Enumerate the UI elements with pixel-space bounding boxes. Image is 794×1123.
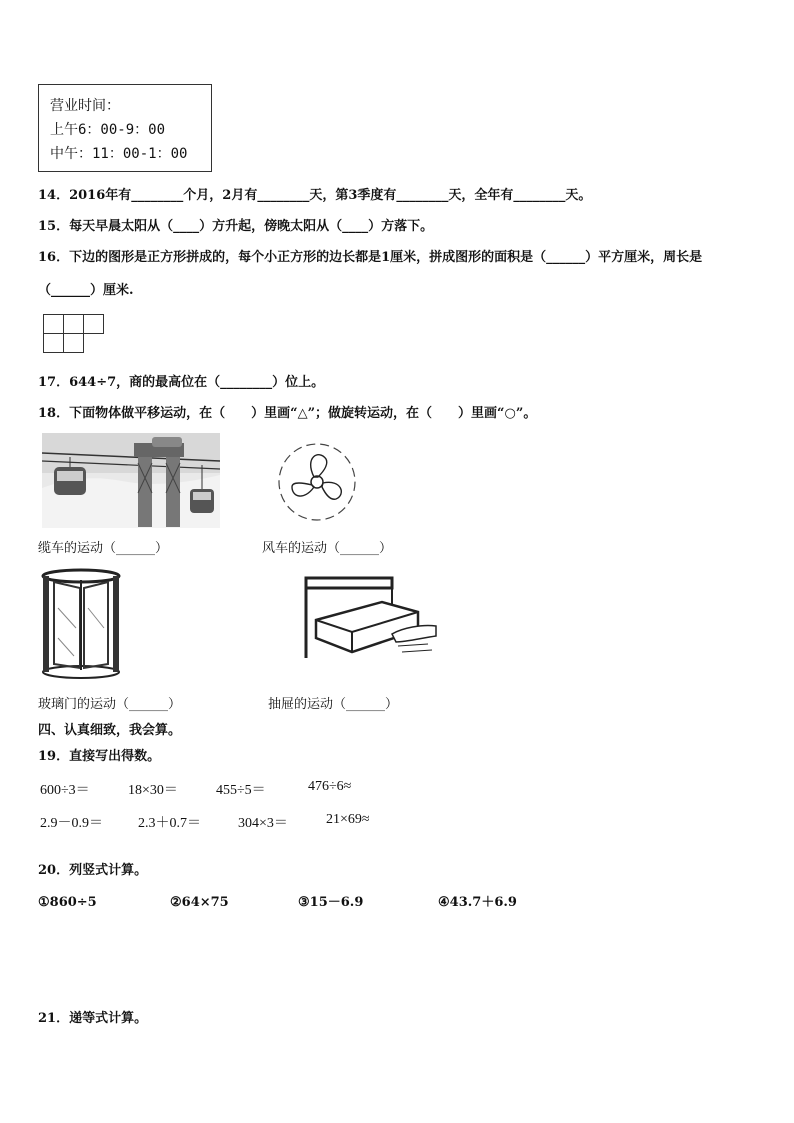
square-figure bbox=[43, 314, 107, 356]
vertical-calc-item: ④43.7＋6.9 bbox=[438, 895, 517, 910]
question-20-title: 20．列竖式计算。 bbox=[38, 863, 148, 878]
caption-glass-door: 玻璃门的运动（______） bbox=[38, 697, 182, 712]
caption-windmill: 风车的运动（______） bbox=[262, 541, 393, 556]
calc-item: 2.3＋0.7＝ bbox=[138, 816, 201, 831]
question-15: 15．每天早晨太阳从（____）方升起，傍晚太阳从（____）方落下。 bbox=[38, 219, 434, 234]
calc-item: 304×3＝ bbox=[238, 816, 288, 831]
glass-door-image bbox=[40, 568, 122, 680]
question-21-title: 21．递等式计算。 bbox=[38, 1011, 148, 1026]
unit-square bbox=[43, 333, 64, 353]
unit-square bbox=[83, 314, 104, 334]
hours-title: 营业时间： bbox=[50, 98, 120, 114]
section-4-heading: 四、认真细致，我会算。 bbox=[38, 723, 182, 738]
caption-drawer: 抽屉的运动（______） bbox=[268, 697, 399, 712]
caption-cable-car: 缆车的运动（______） bbox=[38, 541, 169, 556]
question-16-line2: （______）厘米. bbox=[38, 283, 134, 298]
vertical-calc-item: ①860÷5 bbox=[38, 895, 97, 910]
question-14: 14．2016年有________个月，2月有________天，第3季度有________天，全年有________天。 bbox=[38, 188, 592, 203]
question-16-line1: 16．下边的图形是正方形拼成的，每个小正方形的边长都是1厘米，拼成图形的面积是（______）平方厘米，周长是 bbox=[38, 250, 703, 265]
vertical-calc-item: ②64×75 bbox=[170, 895, 229, 910]
calc-item: 18×30＝ bbox=[128, 783, 178, 798]
hours-morning: 上午6：00-9：00 bbox=[50, 122, 166, 138]
business-hours-box bbox=[38, 84, 212, 172]
drawer-image bbox=[302, 572, 438, 664]
question-18: 18．下面物体做平移运动，在（ ）里画“△”；做旋转运动，在（ ）里画“○”。 bbox=[38, 406, 537, 421]
cable-car-image bbox=[42, 433, 220, 528]
unit-square bbox=[43, 314, 64, 334]
unit-square bbox=[63, 314, 84, 334]
calc-item: 455÷5＝ bbox=[216, 783, 266, 798]
unit-square bbox=[63, 333, 84, 353]
vertical-calc-item: ③15－6.9 bbox=[298, 895, 364, 910]
calc-item: 476÷6≈ bbox=[308, 779, 352, 794]
windmill-image bbox=[274, 437, 360, 527]
calc-item: 21×69≈ bbox=[326, 812, 370, 827]
question-17: 17．644÷7，商的最高位在（________）位上。 bbox=[38, 375, 325, 390]
calc-item: 600÷3＝ bbox=[40, 783, 90, 798]
hours-noon: 中午：11：00-1：00 bbox=[50, 146, 188, 162]
question-19-title: 19．直接写出得数。 bbox=[38, 749, 161, 764]
calc-item: 2.9－0.9＝ bbox=[40, 816, 103, 831]
